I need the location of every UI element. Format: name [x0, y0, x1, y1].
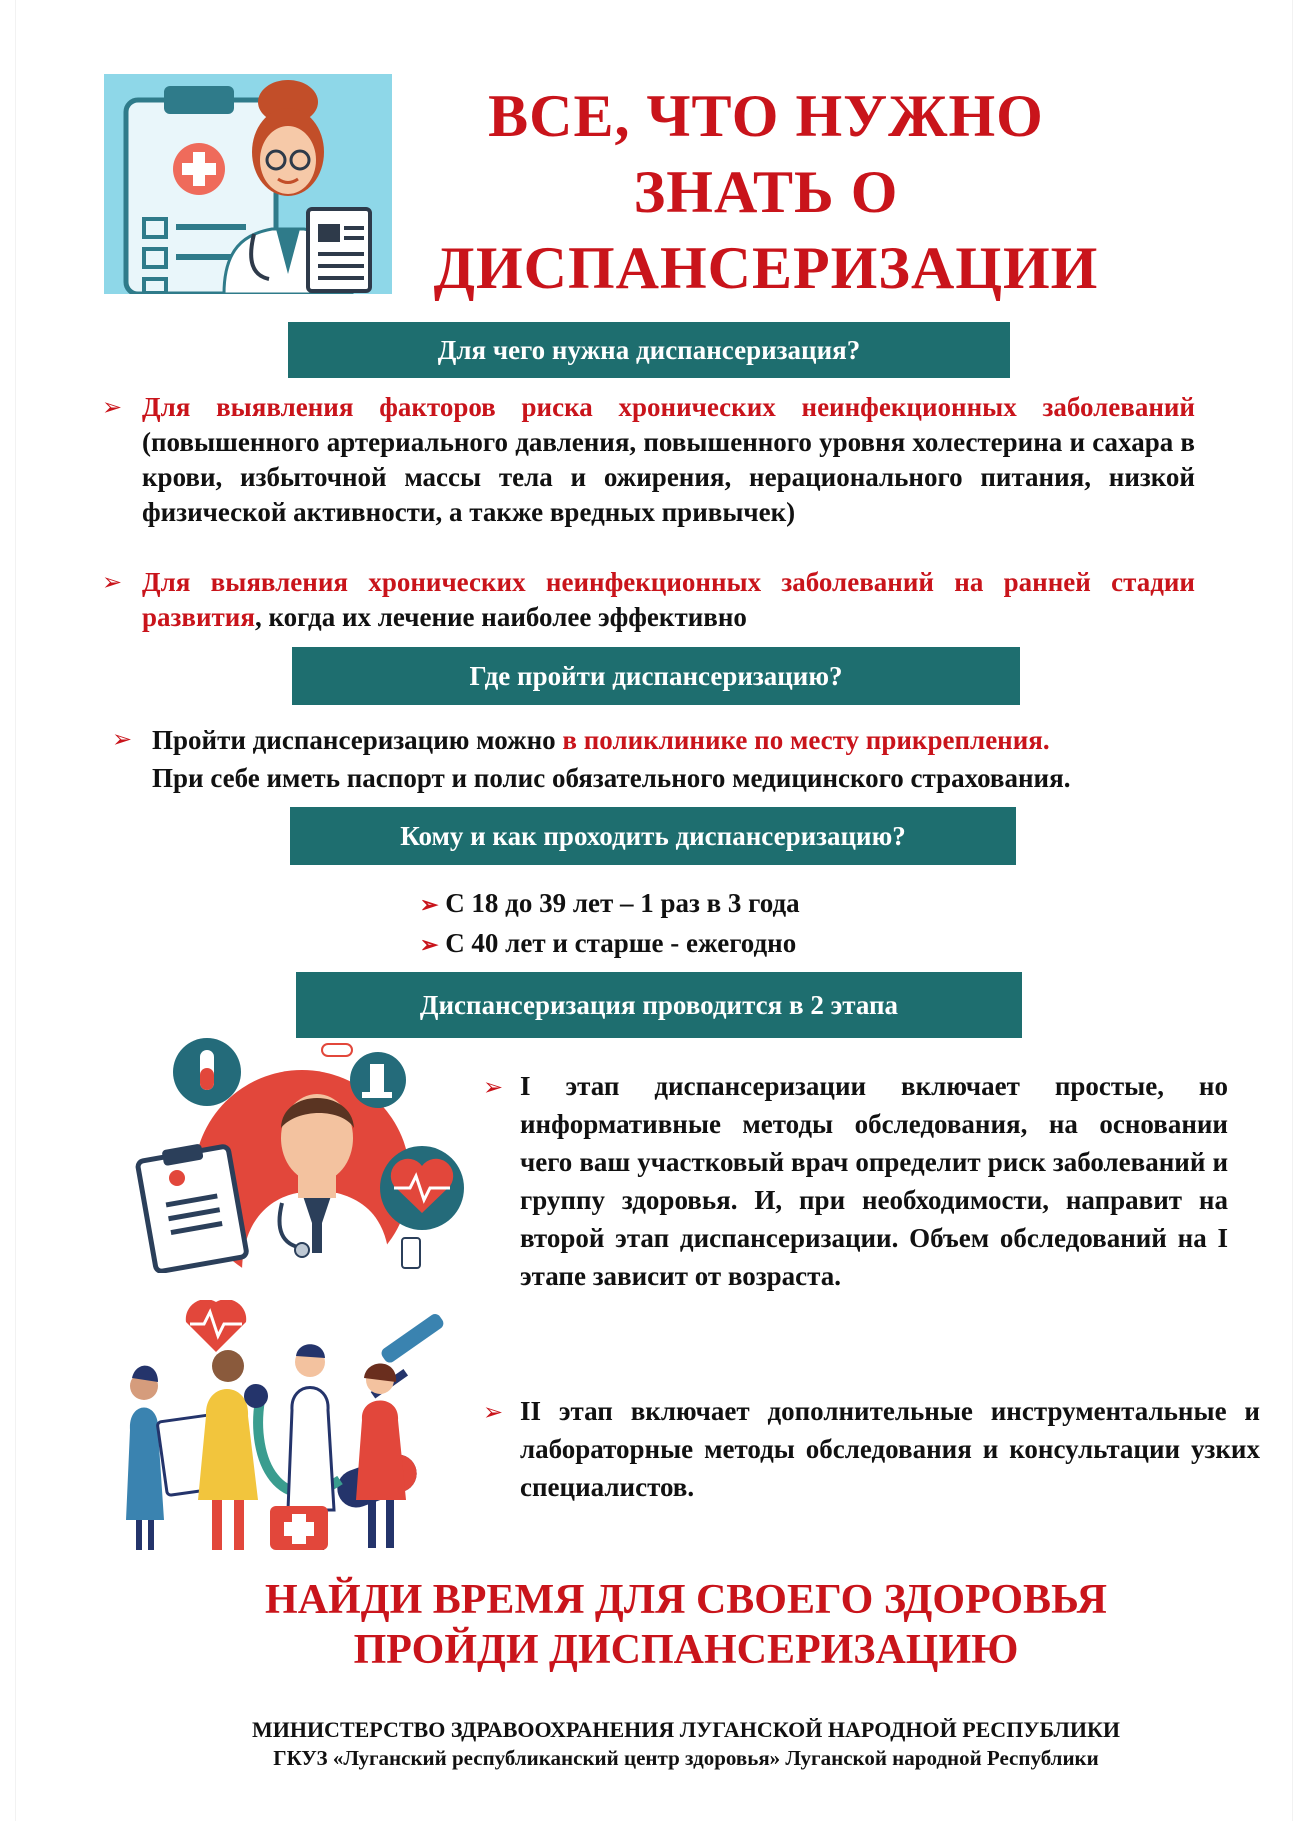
arrow-bullet-icon: ➢: [420, 932, 439, 957]
purpose-item-2: [142, 565, 1195, 635]
who-list: [420, 884, 1020, 964]
who-item-1-text: С 18 до 39 лет – 1 раз в 3 года: [445, 888, 800, 918]
medical-team-illustration: [120, 1300, 472, 1552]
where-text-documents: При себе иметь паспорт и полис обязательного медицинского страхования.: [152, 763, 1071, 793]
leaflet-page: [16, 0, 1292, 1821]
stage-2-text: II этап включает дополнительные инструментальные и лабораторные методы обследования и консультации узких специалистов.: [520, 1396, 1260, 1502]
section-heading-purpose: Для чего нужна диспансеризация?: [288, 322, 1010, 378]
footer-ministry: МИНИСТЕРСТВО ЗДРАВООХРАНЕНИЯ ЛУГАНСКОЙ НАРОДНОЙ РЕСПУБЛИКИ: [251, 1717, 1121, 1742]
footer-organization: ГКУЗ «Луганский республиканский центр здоровья» Луганской народной Республики: [273, 1746, 1099, 1770]
where-text-highlight: в поликлинике по месту прикрепления.: [562, 725, 1050, 755]
purpose-item-1-details: (повышенного артериального давления, повышенного уровня холестерина и сахара в крови, избыточной массы тела и ожирения, нерационального питания, низкой физической активности, а также вредных привычек): [142, 427, 1195, 527]
arrow-bullet-icon: ➢: [112, 727, 133, 753]
arrow-bullet-icon: ➢: [102, 395, 123, 421]
purpose-item-1: [142, 390, 1195, 530]
arrow-bullet-icon: ➢: [483, 1075, 504, 1101]
cta-line-2: ПРОЙДИ ДИСПАНСЕРИЗАЦИЮ: [353, 1627, 1019, 1673]
cta-line-1: НАЙДИ ВРЕМЯ ДЛЯ СВОЕГО ЗДОРОВЬЯ: [265, 1577, 1107, 1623]
arrow-bullet-icon: ➢: [483, 1400, 504, 1426]
section-heading-stages: Диспансеризация проводится в 2 этапа: [296, 972, 1022, 1038]
where-text-main: Пройти диспансеризацию можно: [152, 725, 563, 755]
title-line-3: ДИСПАНСЕРИЗАЦИИ: [433, 235, 1099, 301]
who-item-2-text: С 40 лет и старше - ежегодно: [445, 928, 797, 958]
where-text: [152, 721, 1232, 797]
arrow-bullet-icon: ➢: [420, 892, 439, 917]
purpose-item-1-highlight: Для выявления факторов риска хронических неинфекционных заболеваний: [142, 392, 1195, 422]
page-title: [416, 78, 1116, 306]
who-item-1: [420, 884, 1020, 924]
purpose-item-2-highlight: Для выявления хронических неинфекционных заболеваний на ранней стадии развития: [142, 567, 1195, 632]
section-heading-where: Где пройти диспансеризацию?: [292, 647, 1020, 705]
purpose-item-2-details: , когда их лечение наиболее эффективно: [254, 602, 747, 632]
call-to-action: [136, 1575, 1236, 1675]
stage-1-text: I этап диспансеризации включает простые, но информативные методы обследования, на основании чего ваш участковый врач определит риск заболеваний и группу здоровья. И, при необходимости, направит на второй этап диспансеризации. Объем обследований на I этапе зависит от возраста.: [520, 1071, 1228, 1291]
who-item-2: [420, 924, 1020, 964]
title-line-1: ВСЕ, ЧТО НУЖНО: [488, 83, 1044, 149]
title-line-2: ЗНАТЬ О: [633, 159, 899, 225]
doctor-man-illustration: [132, 1028, 472, 1273]
section-heading-who: Кому и как проходить диспансеризацию?: [290, 807, 1016, 865]
arrow-bullet-icon: ➢: [102, 570, 123, 596]
footer: [116, 1716, 1256, 1772]
doctor-woman-illustration: [104, 74, 392, 294]
